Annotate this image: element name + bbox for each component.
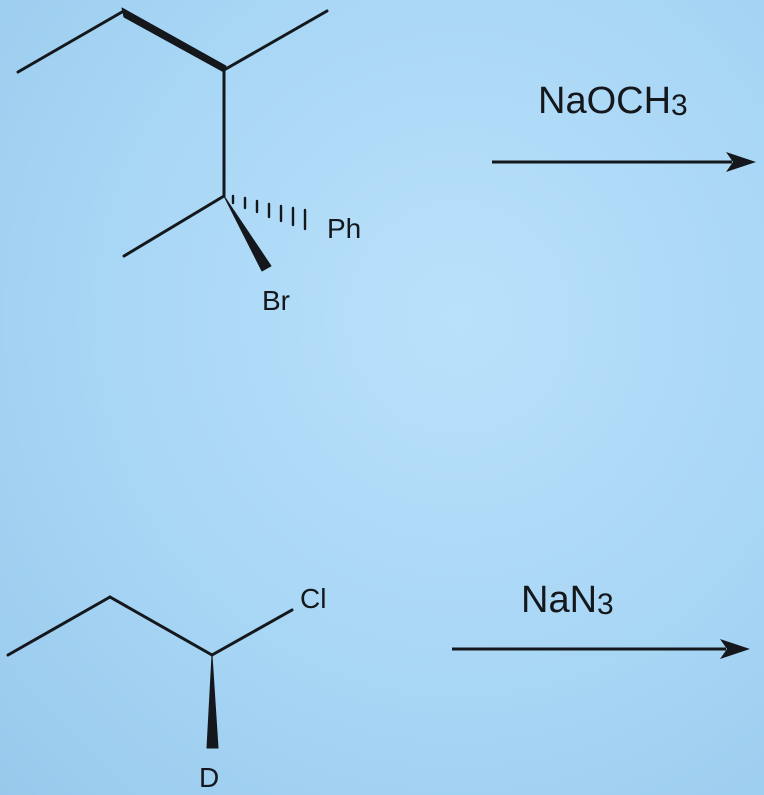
wedge-bond-ethyl: [122, 8, 226, 72]
bromine-label: Br: [262, 285, 290, 316]
reagent-1-label: NaOCH3: [538, 80, 688, 122]
bond-ethyl-terminal: [18, 12, 122, 72]
bond-isopropyl-methyl: [224, 11, 327, 70]
reagent-2-label: NaN3: [521, 579, 614, 621]
deuterium-label: D: [199, 762, 220, 793]
reaction-arrow-1: [492, 152, 756, 172]
bond-ethyl-ch2: [110, 597, 212, 655]
reaction-2: [8, 579, 750, 793]
bond-chlorine: [212, 610, 292, 655]
hashed-bond-phenyl: [233, 196, 305, 229]
wedge-bond-bromine: [224, 196, 271, 271]
bond-methyl-lower: [124, 196, 224, 256]
bond-terminal-methyl: [8, 597, 110, 655]
phenyl-label: Ph: [327, 213, 362, 244]
substrate-1-skeleton: [18, 8, 327, 271]
wedge-bond-deuterium: [207, 655, 218, 748]
substrate-2-skeleton: [8, 597, 292, 748]
chlorine-label: Cl: [300, 583, 327, 614]
reaction-1: [18, 8, 756, 316]
reaction-arrow-2: [452, 639, 750, 659]
